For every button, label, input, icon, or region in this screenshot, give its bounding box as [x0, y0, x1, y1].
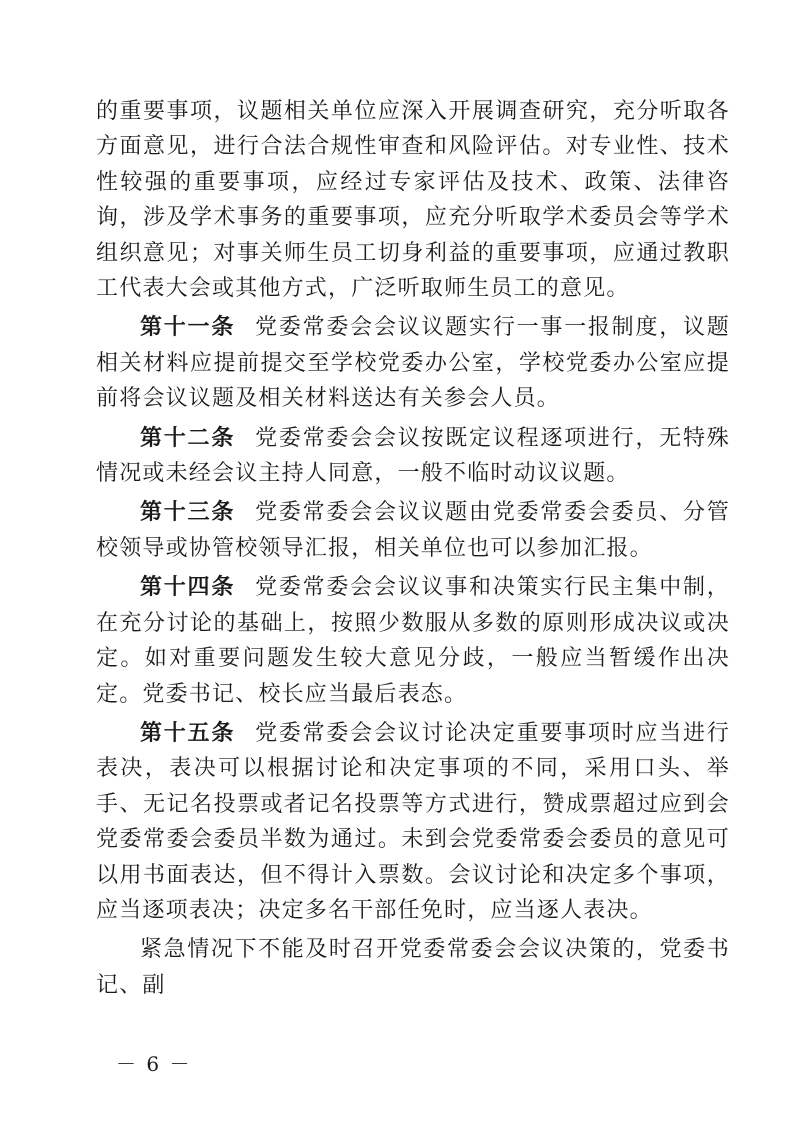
- paragraph-continuation: [96, 94, 730, 306]
- article-number: 第十二条: [140, 424, 236, 451]
- article-number: 第十三条: [140, 499, 236, 526]
- document-body: [96, 94, 730, 1007]
- article-14: [96, 570, 730, 712]
- article-15: [96, 716, 730, 928]
- article-number: 第十四条: [140, 574, 236, 601]
- paragraph-text: 党委常委会会议讨论决定重要事项时应当进行表决，表决可以根据讨论和决定事项的不同，采用口头、举手、无记名投票或者记名投票等方式进行，赞成票超过应到会党委常委会委员半数为通过。未到会党委常委会委员的意见可以用书面表达，但不得计入票数。会议讨论和决定多个事项，应当逐项表决；决定多名干部任免时，应当逐人表决。: [96, 720, 730, 923]
- paragraph-text: 紧急情况下不能及时召开党委常委会会议决策的，党委书记、副: [96, 937, 730, 998]
- article-13: [96, 495, 730, 566]
- paragraph-text: 的重要事项，议题相关单位应深入开展调查研究，充分听取各方面意见，进行合法合规性审查和风险评估。对专业性、技术性较强的重要事项，应经过专家评估及技术、政策、法律咨询，涉及学术事务的重要事项，应充分听取学术委员会等学术组织意见；对事关师生员工切身利益的重要事项，应通过教职工代表大会或其他方式，广泛听取师生员工的意见。: [96, 99, 730, 302]
- paragraph-text: 党委常委会会议议题由党委常委会委员、分管校领导或协管校领导汇报，相关单位也可以参加汇报。: [96, 500, 730, 561]
- page-number: － 6 －: [116, 1052, 192, 1076]
- paragraph-text: 党委常委会会议议题实行一事一报制度，议题相关材料应提前提交至学校党委办公室，学校党委办公室应提前将会议议题及相关材料送达有关参会人员。: [96, 315, 730, 412]
- article-number: 第十一条: [140, 314, 236, 341]
- article-12: [96, 421, 730, 492]
- paragraph-emergency: [96, 932, 730, 1003]
- article-11: [96, 310, 730, 416]
- paragraph-text: 党委常委会会议按既定议程逐项进行，无特殊情况或未经会议主持人同意，一般不临时动议议题。: [96, 425, 730, 487]
- paragraph-text: 党委常委会会议议事和决策实行民主集中制，在充分讨论的基础上，按照少数服从多数的原则形成决议或决定。如对重要问题发生较大意见分歧，一般应当暂缓作出决定。党委书记、校长应当最后表态。: [96, 575, 730, 707]
- article-number: 第十五条: [140, 719, 236, 746]
